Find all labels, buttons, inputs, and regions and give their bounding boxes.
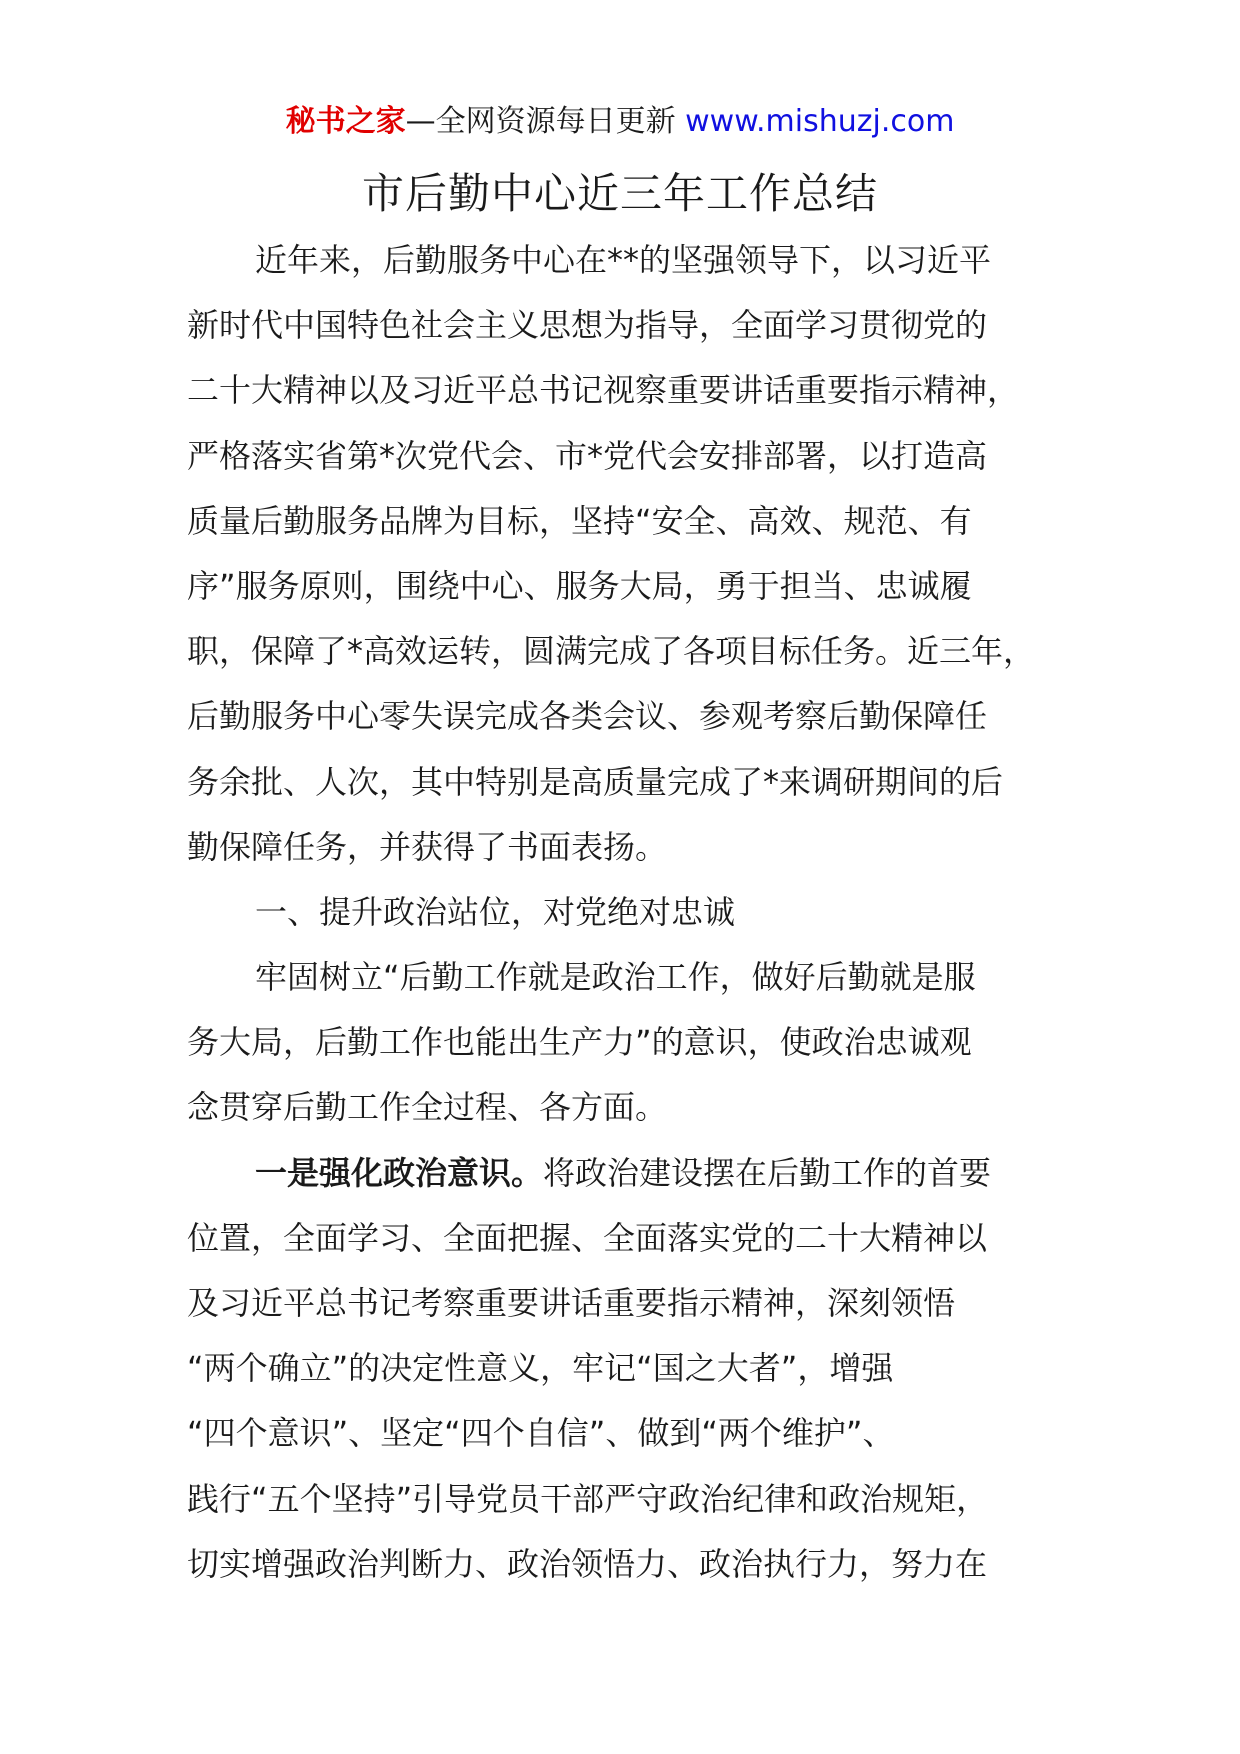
paragraph-line: 后勤服务中心零失误完成各类会议、参观考察后勤保障任 <box>187 697 988 736</box>
paragraph-line <box>187 1141 1087 1206</box>
brand-name: 秘书之家 <box>285 104 406 139</box>
paragraph-line: 勤保障任务，并获得了书面表扬。 <box>187 827 668 866</box>
paragraph-line: 牢固树立“后勤工作就是政治工作，做好后勤就是服 <box>255 958 976 997</box>
paragraph-line: 及习近平总书记考察重要讲话重要指示精神，深刻领悟 <box>187 1284 956 1322</box>
paragraph-line: 近年来，后勤服务中心在**的坚强领导下，以习近平 <box>255 241 992 279</box>
paragraph-line: 质量后勤服务品牌为目标，坚持“安全、高效、规范、有 <box>187 501 972 540</box>
document-body <box>187 228 1087 1597</box>
paragraph-line: 念贯穿后勤工作全过程、各方面。 <box>187 1088 668 1127</box>
document-title: 市后勤中心近三年工作总结 <box>361 169 878 218</box>
section-heading: 一、提升政治站位，对党绝对忠诚 <box>255 892 736 931</box>
paragraph-line: 位置，全面学习、全面把握、全面落实党的二十大精神以 <box>187 1218 988 1257</box>
paragraph-line: 严格落实省第*次党代会、市*党代会安排部署，以打造高 <box>187 436 988 475</box>
header-slogan: —全网资源每日更新 <box>405 104 676 139</box>
site-header <box>0 100 1240 144</box>
paragraph-line: 二十大精神以及习近平总书记视察重要讲话重要指示精神， <box>187 371 1020 410</box>
paragraph-line: 践行“五个坚持”引导党员干部严守政治纪律和政治规矩， <box>187 1479 989 1518</box>
paragraph-line: 职，保障了*高效运转，圆满完成了各项目标任务。近三年， <box>187 632 1036 671</box>
paragraph-line: 务大局，后勤工作也能出生产力”的意识，使政治忠诚观 <box>187 1023 972 1062</box>
paragraph-text: 将政治建设摆在后勤工作的首要 <box>543 1153 992 1192</box>
paragraph-line: “两个确立”的决定性意义，牢记“国之大者”，增强 <box>187 1349 894 1388</box>
subsection-lead: 一是强化政治意识。 <box>255 1153 544 1192</box>
paragraph-line: 新时代中国特色社会主义思想为指导，全面学习贯彻党的 <box>187 306 988 345</box>
paragraph-line: 序”服务原则，围绕中心、服务大局，勇于担当、忠诚履 <box>187 566 972 605</box>
paragraph-line: “四个意识”、坚定“四个自信”、做到“两个维护”、 <box>187 1414 895 1453</box>
paragraph-line: 务余批、人次，其中特别是高质量完成了*来调研期间的后 <box>187 762 1004 801</box>
site-url-link[interactable]: www.mishuzj.com <box>685 104 955 139</box>
paragraph-line: 切实增强政治判断力、政治领悟力、政治执行力，努力在 <box>187 1544 988 1583</box>
